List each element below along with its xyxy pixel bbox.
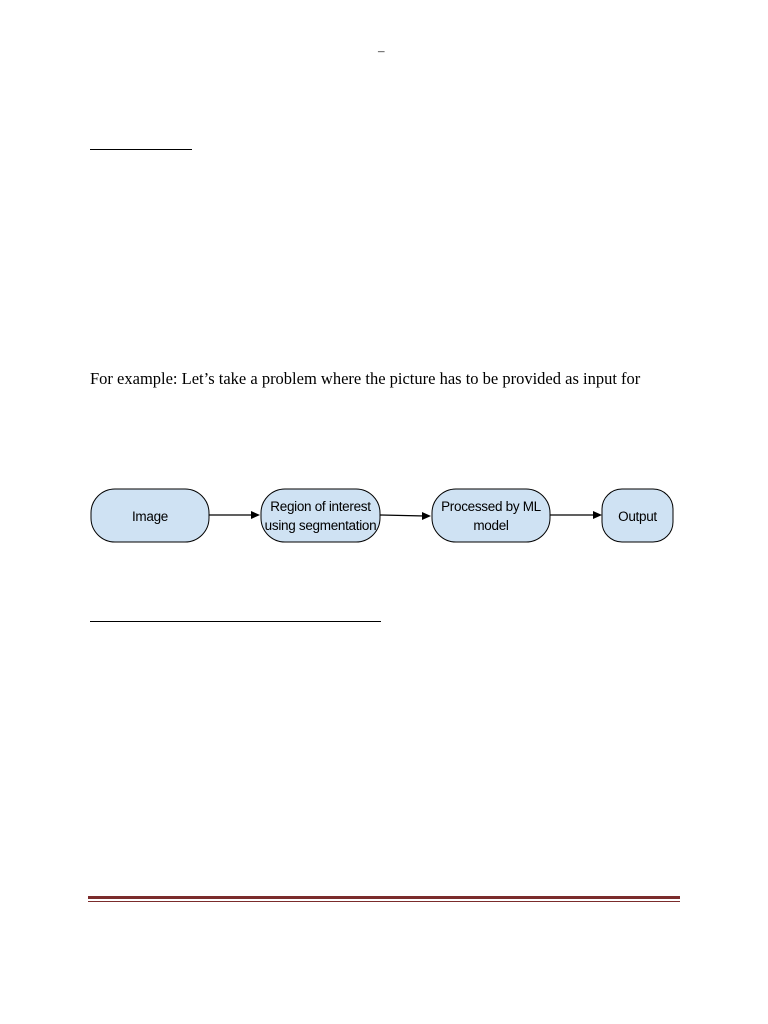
- flow-node-region-of-interest: [261, 489, 380, 542]
- flow-node-processed-line-1: Processed by ML: [441, 499, 541, 514]
- flowchart-svg: [88, 486, 678, 548]
- flow-node-processed-by-ml: [432, 489, 550, 542]
- flow-node-processed-line-2: model: [473, 518, 509, 533]
- flow-arrow-1: [209, 511, 260, 519]
- flow-node-image: [91, 489, 209, 542]
- footer-rule-thick: [88, 896, 680, 899]
- footer-rule: [88, 896, 680, 902]
- svg-text:model: [473, 518, 509, 533]
- flow-arrow-2: [380, 512, 431, 520]
- example-text: For example: Let’s take a problem where the picture has to be provided as input for: [90, 369, 641, 388]
- flow-node-output: [602, 489, 673, 542]
- flow-node-output-label: Output: [618, 509, 657, 524]
- svg-text:Region of interest: [270, 499, 371, 514]
- svg-text:Processed by ML: [441, 499, 542, 514]
- footer-rule-thin: [88, 901, 680, 902]
- svg-text:using segmentation: [265, 518, 377, 533]
- heading-underline: [90, 149, 192, 150]
- flowchart: [88, 486, 678, 548]
- svg-text:Image: [132, 509, 168, 524]
- flow-node-image-label: Image: [131, 509, 169, 524]
- section-underline: [90, 621, 381, 622]
- flow-node-region-line-1: Region of interest: [270, 499, 371, 514]
- header-mark: –: [378, 43, 385, 58]
- flow-arrow-3: [550, 511, 602, 519]
- flow-node-region-line-2: using segmentation: [264, 518, 377, 533]
- svg-text:Output: [618, 509, 657, 524]
